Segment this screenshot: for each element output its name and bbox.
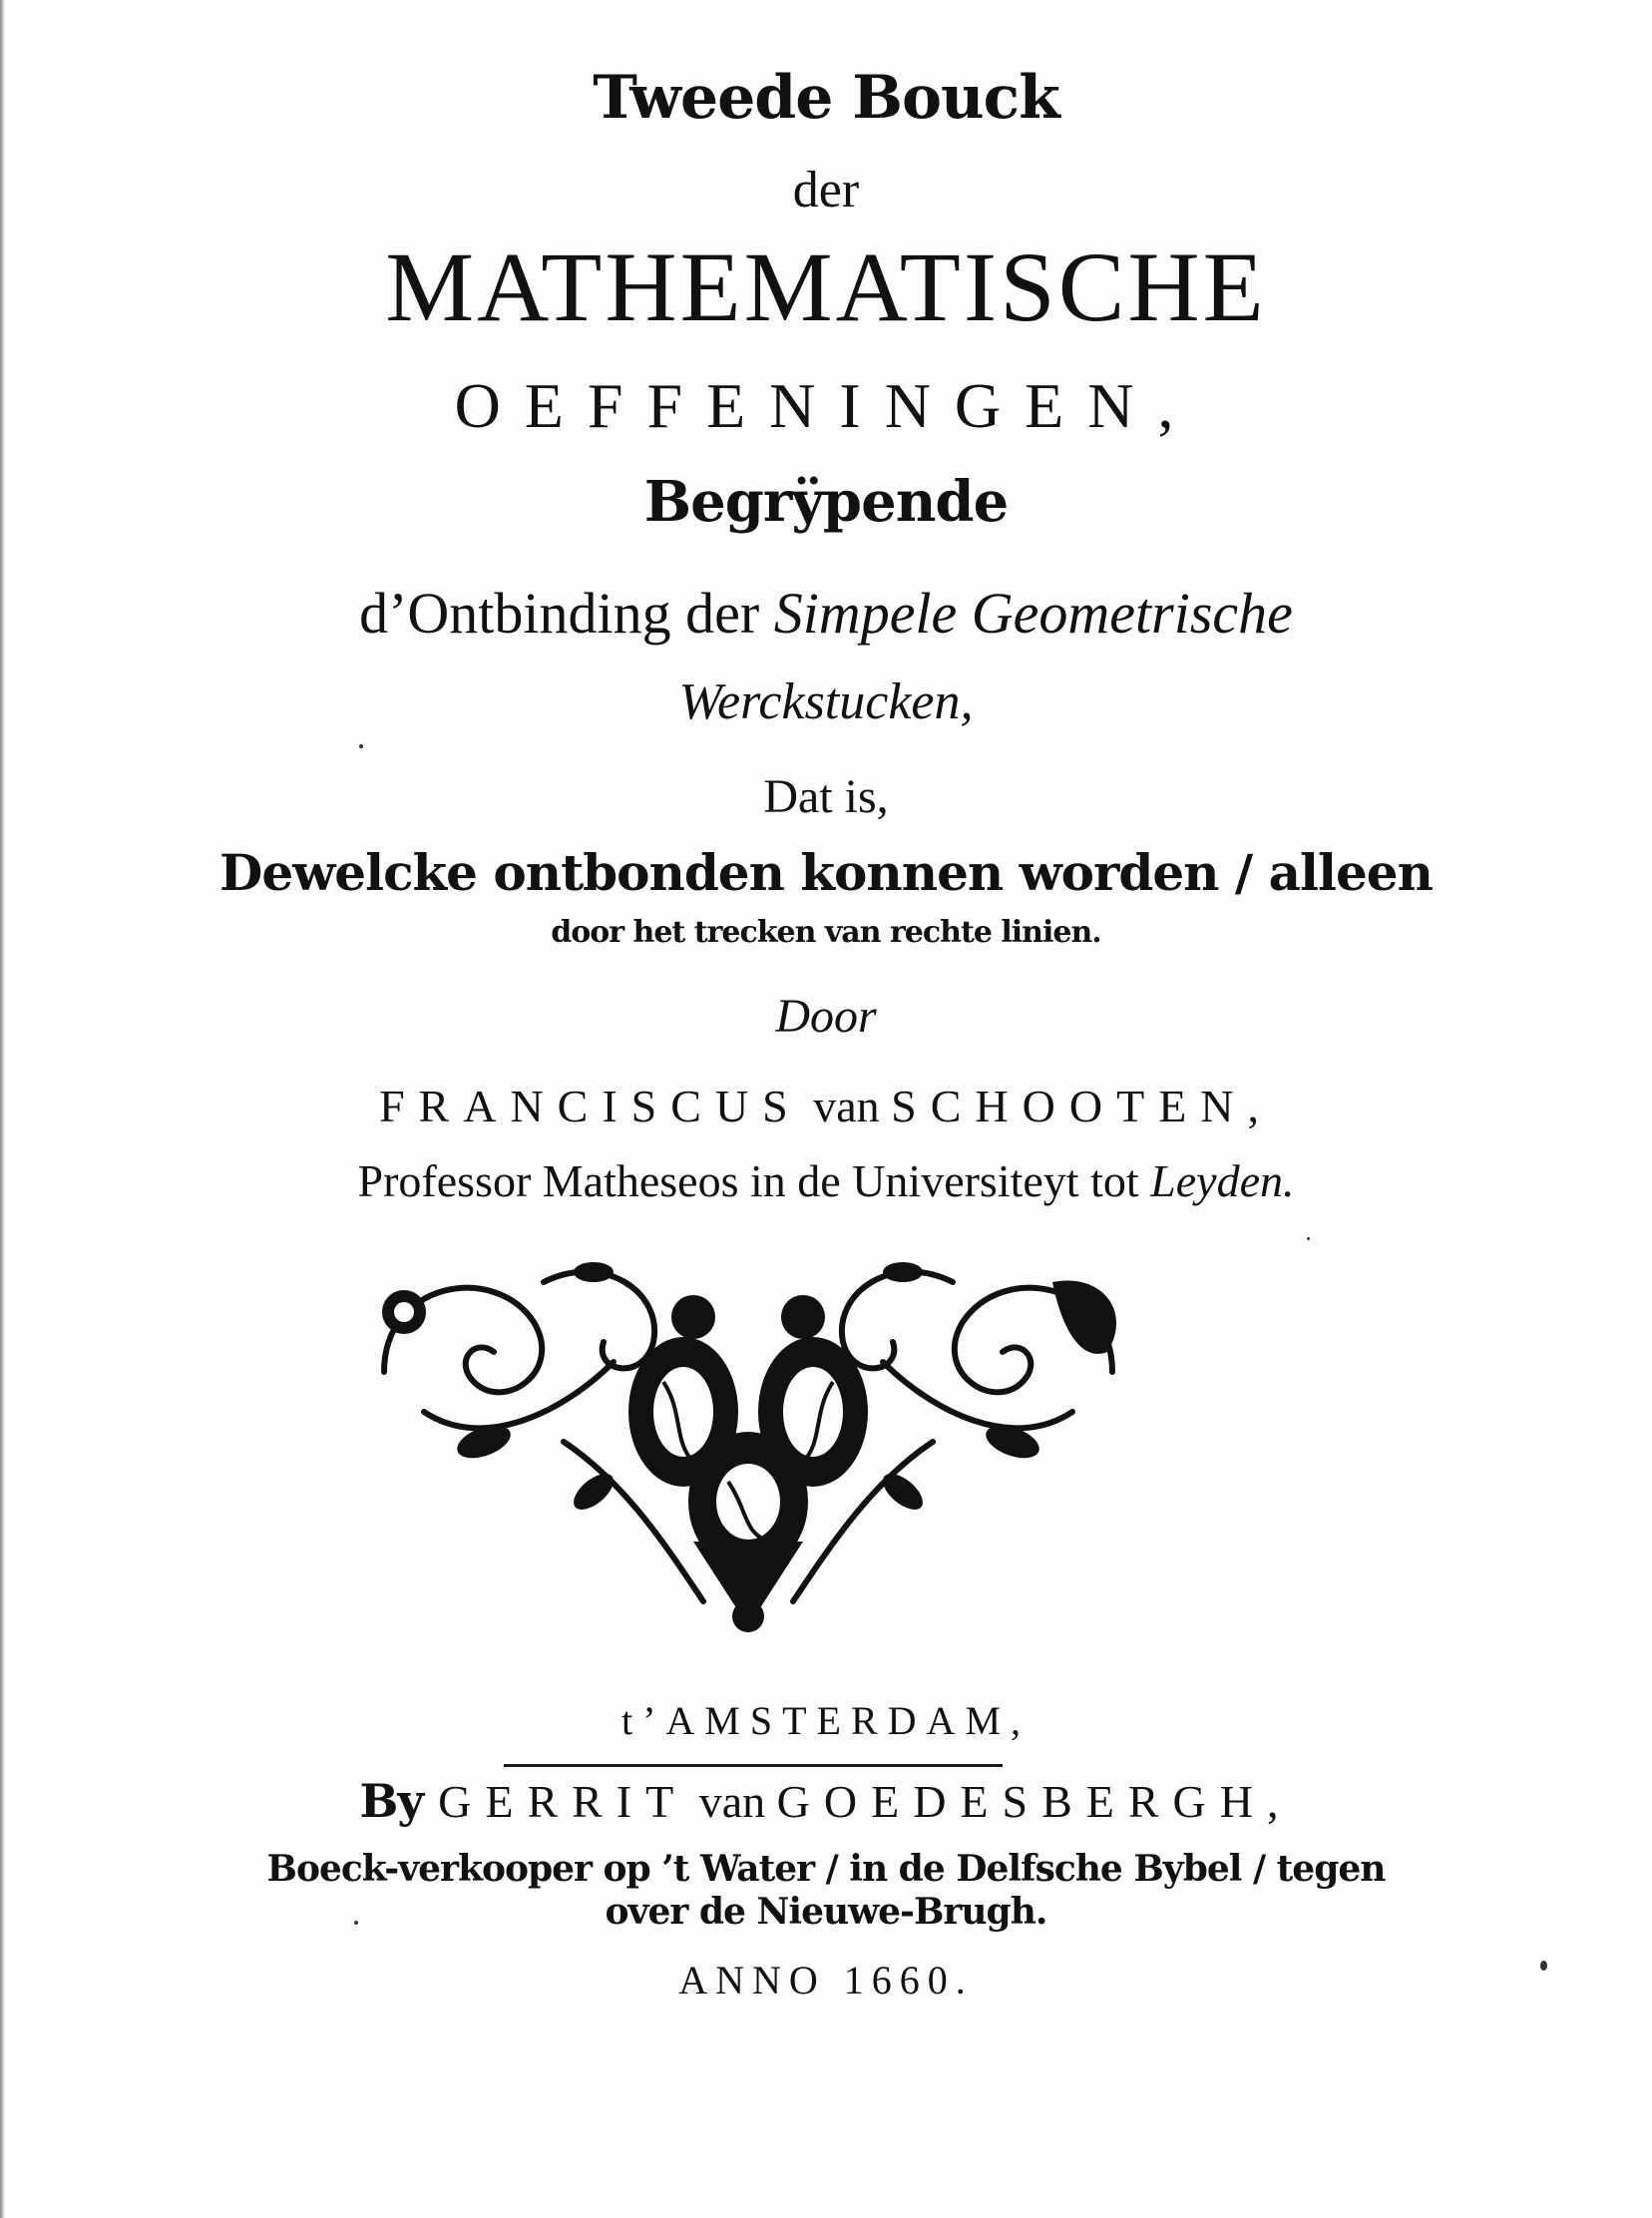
author-first-name: FRANCISCUS [378,1081,802,1131]
subtitle-door-het-trecken: door het trecken van rechte linien. [551,915,1101,950]
paper-speck [354,1921,358,1925]
subtitle-ontbinding-roman: d’Ontbinding der [359,581,774,646]
imprint-place: t’AMSTERDAM, [620,1698,1032,1743]
imprint-rule [504,1764,1003,1767]
printer-surname: GOEDESBERGH, [776,1776,1293,1827]
foliate-grotesque-ornament-icon [364,1242,1132,1641]
subtitle-werckstucken: Werckstucken, [678,673,974,730]
printer-by: By [359,1774,439,1828]
printer-van: van [687,1776,777,1827]
heading-tweede-bouck: Tweede Bouck [593,63,1059,133]
author-name [0,1083,1652,1129]
door-label: Door [775,990,877,1043]
heading-mathematische: MATHEMATISCHE [385,231,1267,342]
paper-speck [1540,1961,1547,1971]
author-title [0,1157,1652,1204]
heading-begrypende: Begrÿpende [643,469,1009,535]
subtitle-dewelcke: Dewelcke ontbonden konnen worden / alleen [219,843,1433,902]
author-last-name: SCHOOTEN, [891,1081,1274,1131]
paper-speck [1307,1237,1310,1240]
author-title-roman: Professor Matheseos in de Universiteyt tot [357,1155,1151,1206]
paper-speck [359,744,363,748]
author-van: van [801,1081,892,1131]
imprint-anno: ANNO 1660. [678,1958,974,2002]
imprint-printer [0,1774,1652,1828]
imprint-address-line-2: over de Nieuwe-Brugh. [605,1891,1047,1933]
author-title-italic: Leyden. [1150,1155,1295,1206]
heading-oeffeningen: OEFFENINGEN, [454,370,1198,441]
subtitle-ontbinding [0,581,1652,646]
heading-der: der [792,162,860,219]
subtitle-ontbinding-italic: Simpele Geometrische [773,581,1293,646]
subtitle-dat-is: Dat is, [763,770,889,823]
imprint-address-line-1: Boeck-verkooper op ’t Water / in de Delfsche Bybel / tegen [266,1848,1386,1890]
printer-first-name: GERRIT [438,1776,688,1827]
